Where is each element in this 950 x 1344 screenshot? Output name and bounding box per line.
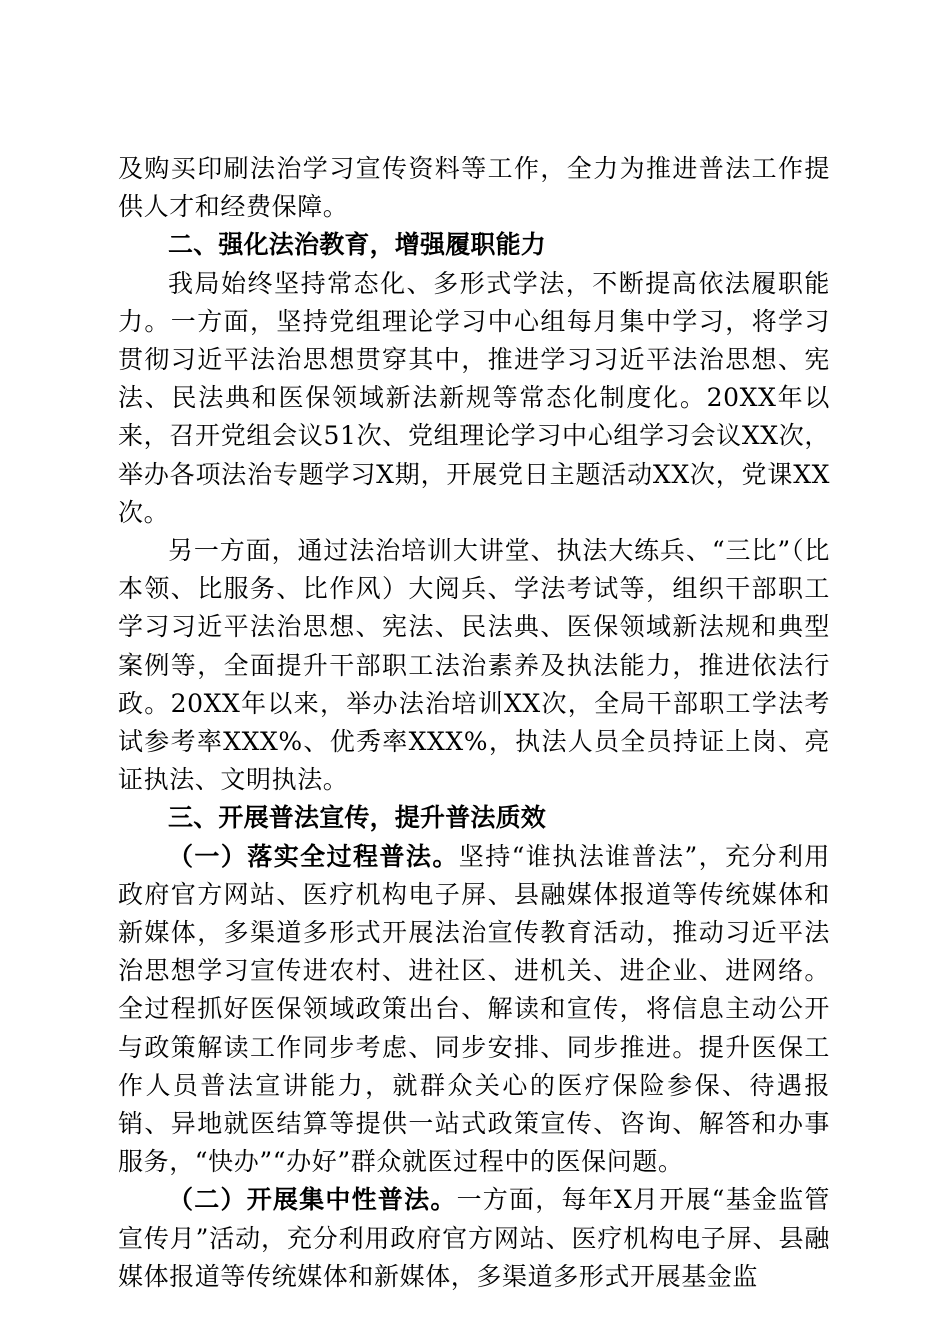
document-page <box>118 150 830 1296</box>
paragraph-training: 另一方面，通过法治培训大讲堂、执法大练兵、“三比”（比本领、比服务、比作风）大阅兵、学法考试等，组织干部职工学习习近平法治思想、宪法、民法典、医保领域新法规和典型案例等，全面提升干部职工法治素养及执法能力，推进依法行政。20XX年以来，举办法治培训XX次，全局干部职工学法考试参考率XXX%、优秀率XXX%，执法人员全员持证上岗、亮证执法、文明执法。 <box>118 536 830 795</box>
section-heading-3: 三、开展普法宣传，提升普法质效 <box>168 803 547 833</box>
subsection-text-1: 坚持“谁执法谁普法”，充分利用政府官方网站、医疗机构电子屏、县融媒体报道等传统媒体和新媒体，多渠道多形式开展法治宣传教育活动，推动习近平法治思想学习宣传进农村、进社区、进机关、进企业、进网络。全过程抓好医保领域政策出台、解读和宣传，将信息主动公开与政策解读工作同步考虑、同步安排、同步推进。提升医保工作人员普法宣讲能力，就群众关心的医疗保险参保、待遇报销、异地就医结算等提供一站式政策宣传、咨询、解答和办事服务，“快办”“办好”群众就医过程中的医保问题。 <box>118 841 830 1177</box>
section-heading-2: 二、强化法治教育，增强履职能力 <box>168 230 547 260</box>
subsection-text-2: 一方面，每年X月开展“基金监管宣传月”活动，充分利用政府官方网站、医疗机构电子屏、县融媒体报道等传统媒体和新媒体，多渠道多形式开展基金监 <box>118 1185 830 1291</box>
paragraph-continuation: 及购买印刷法治学习宣传资料等工作，全力为推进普法工作提供人才和经费保障。 <box>118 154 830 222</box>
paragraph-centralized <box>118 1181 830 1296</box>
subsection-label-2: （二）开展集中性普法。 <box>168 1185 457 1215</box>
subsection-label-1: （一）落实全过程普法。 <box>168 841 459 871</box>
paragraph-whole-process <box>118 838 830 1182</box>
paragraph-study-law: 我局始终坚持常态化、多形式学法，不断提高依法履职能力。一方面，坚持党组理论学习中心组每月集中学习，将学习贯彻习近平法治思想贯穿其中，推进学习习近平法治思想、宪法、民法典和医保领域新法新规等常态化制度化。20XX年以来，召开党组会议51次、党组理论学习中心组学习会议XX次，举办各项法治专题学习X期，开展党日主题活动XX次，党课XX次。 <box>118 268 830 527</box>
